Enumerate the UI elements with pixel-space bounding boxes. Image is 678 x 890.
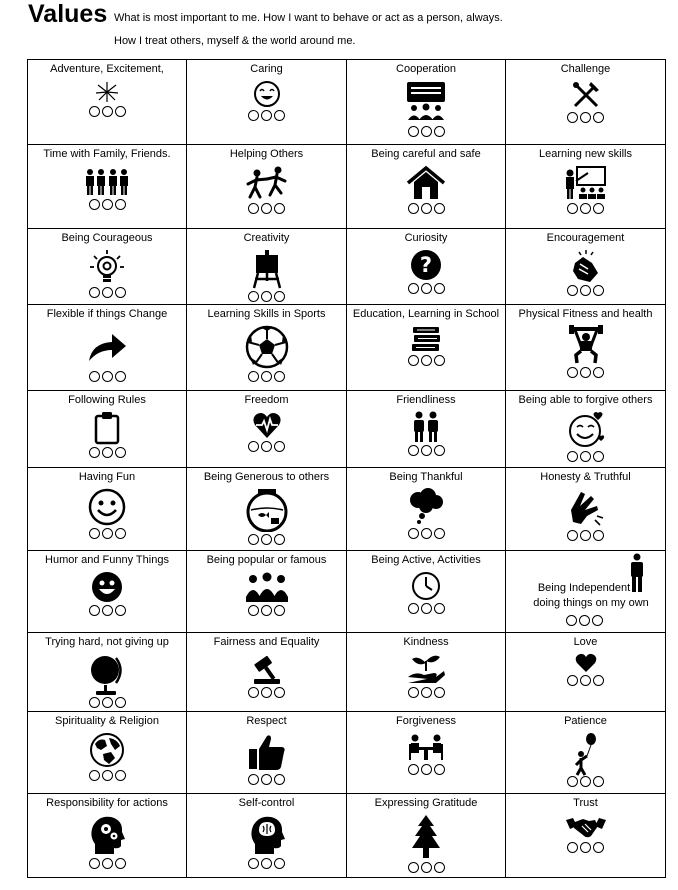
rating-circle[interactable] (567, 530, 578, 541)
rating-circle[interactable] (261, 110, 272, 121)
rating-circle[interactable] (408, 764, 419, 775)
value-label: Honesty & Truthful (540, 471, 631, 483)
rating-circle[interactable] (274, 858, 285, 869)
rating-circle[interactable] (274, 534, 285, 545)
rating-circles (506, 776, 665, 787)
rating-circle[interactable] (434, 764, 445, 775)
rating-circle[interactable] (248, 110, 259, 121)
rating-circle[interactable] (89, 528, 100, 539)
rating-circle[interactable] (580, 451, 591, 462)
rating-circle[interactable] (261, 774, 272, 785)
grinning-face-icon (91, 571, 123, 603)
rating-circle[interactable] (434, 687, 445, 698)
rating-circles (347, 355, 505, 366)
rating-circle[interactable] (89, 447, 100, 458)
sign-language-icon (567, 488, 605, 528)
value-label: Friendliness (396, 394, 456, 406)
rating-circle[interactable] (102, 770, 113, 781)
weightlifter-icon (568, 325, 604, 365)
value-cell (187, 712, 347, 794)
value-cell (347, 391, 506, 468)
rating-circle[interactable] (421, 764, 432, 775)
rating-circle[interactable] (248, 534, 259, 545)
value-label: Being Thankful (389, 471, 463, 483)
value-cell (28, 229, 187, 305)
gavel-icon (250, 653, 284, 685)
rating-circle[interactable] (593, 842, 604, 853)
rating-circle[interactable] (102, 199, 113, 210)
helping-people-icon (245, 165, 289, 201)
curved-arrow-icon (86, 331, 128, 363)
rating-circle[interactable] (580, 842, 591, 853)
rating-circles (187, 441, 346, 452)
rating-circle[interactable] (274, 203, 285, 214)
value-cell (347, 712, 506, 794)
value-label: Time with Family, Friends. (43, 148, 171, 160)
value-label: Having Fun (78, 471, 136, 483)
value-label: Physical Fitness and health (518, 308, 653, 320)
rating-circle[interactable] (89, 106, 100, 117)
value-label: Love (573, 636, 598, 648)
values-grid (27, 59, 666, 878)
rating-circle[interactable] (274, 687, 285, 698)
rating-circle[interactable] (89, 287, 100, 298)
rating-circles (187, 371, 346, 382)
rating-circle[interactable] (102, 287, 113, 298)
rating-circles (506, 203, 665, 214)
question-mark-icon (410, 249, 442, 281)
rating-circle[interactable] (102, 605, 113, 616)
head-with-gears-icon (89, 814, 125, 856)
rating-circles (187, 774, 346, 785)
rating-circle[interactable] (408, 126, 419, 137)
rating-circle[interactable] (567, 776, 578, 787)
globe-icon (89, 653, 125, 697)
rating-circle[interactable] (102, 371, 113, 382)
rating-circle[interactable] (115, 528, 126, 539)
person-with-balloon-icon (573, 732, 599, 776)
value-label: Being Courageous (61, 232, 153, 244)
rating-circles (28, 106, 186, 117)
value-cell (187, 305, 347, 391)
value-label: Being Generous to others (203, 471, 330, 483)
rating-circles (506, 675, 665, 686)
audience-icon (245, 571, 289, 603)
clipboard-icon (93, 411, 121, 445)
tools-icon (571, 80, 601, 110)
rating-circle[interactable] (421, 355, 432, 366)
rating-circles (347, 126, 505, 137)
books-icon (411, 325, 441, 353)
rating-circle[interactable] (593, 675, 604, 686)
easel-icon (252, 249, 282, 289)
value-cell (506, 229, 666, 305)
rating-circle[interactable] (408, 445, 419, 456)
rating-circle[interactable] (248, 441, 259, 452)
rating-circles (187, 858, 346, 869)
value-label: Learning Skills in Sports (207, 308, 326, 320)
rating-circles (187, 203, 346, 214)
rating-circle[interactable] (248, 605, 259, 616)
thought-bubble-icon (406, 488, 446, 526)
value-label: Freedom (244, 394, 289, 406)
rating-circles (506, 112, 665, 123)
rating-circle[interactable] (115, 287, 126, 298)
value-cell (347, 145, 506, 229)
earth-icon (89, 732, 125, 768)
value-label: Challenge (560, 63, 611, 75)
value-cell (347, 60, 506, 145)
value-label: Flexible if things Change (46, 308, 168, 320)
value-label: Encouragement (546, 232, 625, 244)
rating-circle[interactable] (408, 203, 419, 214)
value-label: Caring (250, 63, 283, 75)
thumbs-up-icon (248, 732, 286, 772)
rating-circle[interactable] (115, 106, 126, 117)
family-icon (84, 165, 130, 197)
soccer-ball-icon (245, 325, 289, 369)
rating-circle[interactable] (261, 203, 272, 214)
rating-circle[interactable] (593, 367, 604, 378)
rating-circle[interactable] (434, 862, 445, 873)
rating-circles (28, 697, 186, 708)
value-label: Spirituality & Religion (55, 715, 159, 727)
rating-circles (28, 770, 186, 781)
rating-circle[interactable] (89, 858, 100, 869)
rating-circles (187, 605, 346, 616)
tree-icon (411, 814, 441, 860)
rating-circle[interactable] (580, 776, 591, 787)
rating-circles (28, 858, 186, 869)
rating-circle[interactable] (274, 110, 285, 121)
rating-circles (347, 603, 505, 614)
value-cell (28, 712, 187, 794)
rating-circle[interactable] (89, 199, 100, 210)
rating-circle[interactable] (102, 697, 113, 708)
value-cell (347, 229, 506, 305)
subtitle-line-1: What is most important to me. How I want to behave or act as a person, always. (114, 12, 503, 24)
rating-circles (347, 528, 505, 539)
rating-circle[interactable] (408, 603, 419, 614)
value-cell (506, 712, 666, 794)
value-cell (28, 794, 187, 878)
rating-circle[interactable] (567, 675, 578, 686)
rating-circle[interactable] (567, 203, 578, 214)
value-label: Self-control (238, 797, 295, 809)
rating-circle[interactable] (261, 441, 272, 452)
value-cell (187, 229, 347, 305)
value-label: Patience (564, 715, 607, 727)
value-label: Fairness and Equality (213, 636, 320, 648)
value-label: Creativity (243, 232, 290, 244)
rating-circles (187, 687, 346, 698)
rating-circle[interactable] (567, 367, 578, 378)
value-label: Being able to forgive others (518, 394, 653, 406)
svg-text:?: ? (419, 253, 433, 277)
rating-circle[interactable] (421, 862, 432, 873)
value-cell (28, 551, 187, 633)
value-cell (187, 468, 347, 551)
rating-circle[interactable] (261, 605, 272, 616)
value-cell (347, 551, 506, 633)
rating-circle[interactable] (248, 858, 259, 869)
value-cell (187, 633, 347, 712)
rating-circles (506, 367, 665, 378)
value-cell (506, 468, 666, 551)
rating-circles (28, 287, 186, 298)
rating-circle[interactable] (115, 858, 126, 869)
rating-circle[interactable] (434, 528, 445, 539)
rating-circles (187, 110, 346, 121)
rating-circle[interactable] (274, 371, 285, 382)
value-cell (187, 794, 347, 878)
rating-circle[interactable] (434, 355, 445, 366)
rating-circles (506, 530, 665, 541)
two-people-icon (411, 411, 441, 443)
rating-circles (506, 285, 665, 296)
fishbowl-icon (244, 488, 290, 532)
value-cell (347, 794, 506, 878)
rating-circle[interactable] (567, 842, 578, 853)
value-cell (347, 468, 506, 551)
rating-circle[interactable] (580, 285, 591, 296)
value-label: Following Rules (68, 394, 146, 406)
rating-circle[interactable] (261, 687, 272, 698)
rating-circle[interactable] (567, 112, 578, 123)
rating-circle[interactable] (580, 203, 591, 214)
plant-in-hand-icon (406, 653, 446, 685)
value-cell (506, 145, 666, 229)
rating-circle[interactable] (261, 291, 272, 302)
rating-circles (28, 371, 186, 382)
value-cell (187, 391, 347, 468)
rating-circle[interactable] (274, 774, 285, 785)
rating-circle[interactable] (434, 203, 445, 214)
value-cell (506, 391, 666, 468)
value-cell (347, 633, 506, 712)
rating-circle[interactable] (566, 615, 577, 626)
rating-circle[interactable] (408, 687, 419, 698)
rating-circle[interactable] (421, 528, 432, 539)
rating-circle[interactable] (248, 687, 259, 698)
value-cell (187, 60, 347, 145)
rating-circle[interactable] (102, 106, 113, 117)
rating-circle[interactable] (593, 112, 604, 123)
value-label-line-2: doing things on my own (533, 597, 649, 609)
rating-circle[interactable] (115, 605, 126, 616)
house-icon (406, 165, 446, 201)
value-cell (28, 305, 187, 391)
rating-circle[interactable] (408, 528, 419, 539)
value-label: Kindness (403, 636, 449, 648)
rating-circle[interactable] (408, 862, 419, 873)
rating-circle[interactable] (261, 371, 272, 382)
value-label (512, 579, 656, 611)
value-label: Trying hard, not giving up (45, 636, 169, 648)
value-cell (506, 633, 666, 712)
rating-circle[interactable] (408, 283, 419, 294)
rating-circles (347, 862, 505, 873)
rating-circles (187, 534, 346, 545)
value-cell (28, 468, 187, 551)
value-cell (506, 794, 666, 878)
value-label: Being popular or famous (206, 554, 327, 566)
rating-circle[interactable] (248, 774, 259, 785)
rating-circle[interactable] (421, 203, 432, 214)
value-cell (28, 633, 187, 712)
rating-circles (506, 842, 665, 853)
rating-circle[interactable] (248, 203, 259, 214)
rating-circle[interactable] (115, 199, 126, 210)
value-cell (28, 391, 187, 468)
rating-circles (566, 615, 603, 626)
smiley-face-icon (88, 488, 126, 526)
smiling-hearts-face-icon (567, 411, 605, 449)
rating-circle[interactable] (434, 603, 445, 614)
rating-circle[interactable] (421, 283, 432, 294)
rating-circle[interactable] (434, 445, 445, 456)
smiling-face-icon (253, 80, 281, 108)
page-title: Values (28, 0, 108, 28)
subtitle-line-2: How I treat others, myself & the world around me. (114, 35, 356, 47)
rating-circle[interactable] (434, 126, 445, 137)
rating-circle[interactable] (115, 447, 126, 458)
rating-circle[interactable] (593, 451, 604, 462)
rating-circles (347, 687, 505, 698)
value-label: Education, Learning in School (352, 308, 500, 320)
rating-circle[interactable] (115, 770, 126, 781)
rating-circle[interactable] (261, 858, 272, 869)
rating-circles (347, 283, 505, 294)
people-at-table-icon (407, 732, 445, 762)
rating-circle[interactable] (434, 283, 445, 294)
value-label: Humor and Funny Things (45, 554, 169, 566)
rating-circles (506, 451, 665, 462)
rating-circle[interactable] (580, 112, 591, 123)
value-label: Respect (246, 715, 287, 727)
rating-circle[interactable] (580, 675, 591, 686)
value-label: Curiosity (404, 232, 448, 244)
rating-circle[interactable] (89, 770, 100, 781)
rating-circle[interactable] (274, 291, 285, 302)
rating-circle[interactable] (567, 285, 578, 296)
fireworks-icon (94, 80, 120, 104)
rating-circle[interactable] (248, 291, 259, 302)
value-label: Learning new skills (539, 148, 632, 160)
clapping-hands-icon (570, 249, 602, 283)
value-label: Being Active, Activities (371, 554, 481, 566)
rating-circle[interactable] (261, 534, 272, 545)
rating-circle[interactable] (567, 451, 578, 462)
rating-circles (28, 528, 186, 539)
rating-circle[interactable] (408, 355, 419, 366)
head-with-brain-icon (249, 814, 285, 856)
rating-circles (28, 447, 186, 458)
value-label: Expressing Gratitude (374, 797, 478, 809)
value-cell (506, 305, 666, 391)
clock-icon (411, 571, 441, 601)
rating-circles (187, 291, 346, 302)
rating-circle[interactable] (89, 371, 100, 382)
rating-circle[interactable] (593, 776, 604, 787)
rating-circles (28, 199, 186, 210)
rating-circles (347, 203, 505, 214)
rating-circle[interactable] (421, 126, 432, 137)
heartbeat-icon (252, 411, 282, 439)
lightbulb-icon (89, 249, 125, 285)
value-cell (28, 60, 187, 145)
value-label: Cooperation (396, 63, 456, 75)
rating-circle[interactable] (115, 697, 126, 708)
handshake-icon (565, 814, 607, 840)
classroom-icon (564, 165, 608, 201)
rating-circle[interactable] (102, 447, 113, 458)
value-cell (187, 551, 347, 633)
rating-circle[interactable] (274, 605, 285, 616)
rating-circle[interactable] (580, 367, 591, 378)
rating-circle[interactable] (421, 445, 432, 456)
value-cell (187, 145, 347, 229)
rating-circles (347, 764, 505, 775)
value-label: Helping Others (229, 148, 304, 160)
rating-circle[interactable] (248, 371, 259, 382)
value-cell (28, 145, 187, 229)
rating-circle[interactable] (102, 528, 113, 539)
value-cell (347, 305, 506, 391)
rating-circle[interactable] (421, 687, 432, 698)
value-cell (506, 551, 666, 633)
rating-circle[interactable] (421, 603, 432, 614)
rating-circle[interactable] (593, 530, 604, 541)
heart-icon (575, 653, 597, 673)
rating-circle[interactable] (593, 203, 604, 214)
rating-circle[interactable] (102, 858, 113, 869)
rating-circles (28, 605, 186, 616)
value-cell (506, 60, 666, 145)
rating-circle[interactable] (593, 285, 604, 296)
rating-circle[interactable] (579, 615, 590, 626)
rating-circle[interactable] (89, 697, 100, 708)
rating-circle[interactable] (89, 605, 100, 616)
value-label: Trust (573, 797, 598, 809)
rating-circle[interactable] (115, 371, 126, 382)
value-label: Being careful and safe (371, 148, 481, 160)
rating-circle[interactable] (592, 615, 603, 626)
rating-circle[interactable] (580, 530, 591, 541)
value-label: Forgiveness (396, 715, 456, 727)
value-label-line-1: Being Independent (537, 582, 631, 594)
value-label: Responsibility for actions (46, 797, 168, 809)
group-meeting-icon (405, 80, 447, 124)
rating-circles (347, 445, 505, 456)
value-label: Adventure, Excitement, (50, 63, 164, 75)
rating-circle[interactable] (274, 441, 285, 452)
